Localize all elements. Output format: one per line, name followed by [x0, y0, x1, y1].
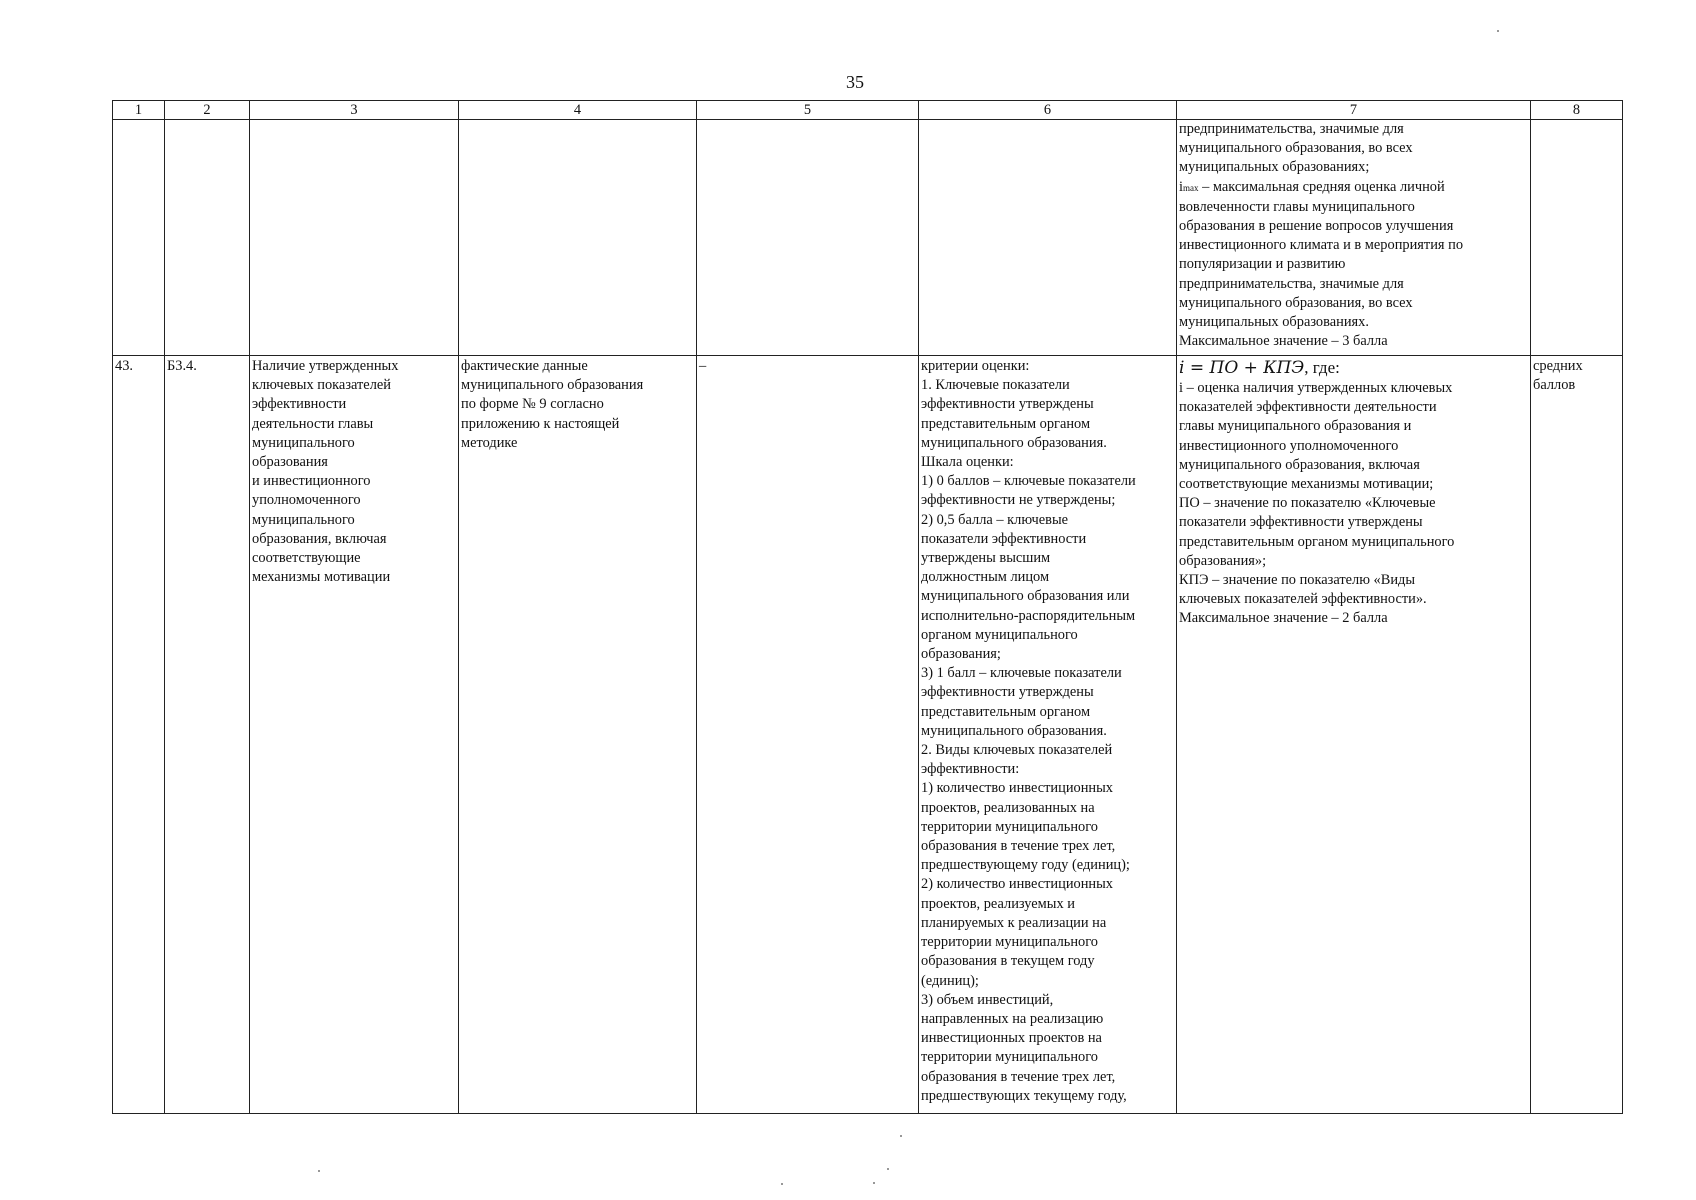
- text-line: представительным органом: [921, 415, 1091, 432]
- text-line: показатели эффективности: [921, 530, 1087, 547]
- cont-cell-3: [250, 120, 459, 356]
- text-line: по форме № 9 согласно: [461, 396, 604, 413]
- scan-speck: [781, 1183, 783, 1185]
- text-line: Максимальное значение – 2 балла: [1179, 610, 1388, 627]
- text-line: образования: [252, 454, 328, 471]
- cont-cell-4: [459, 120, 697, 356]
- text-line: муниципальных образованиях.: [1179, 314, 1369, 331]
- text-line: предпринимательства, значимые для: [1179, 275, 1404, 292]
- cont-cell-8: [1531, 120, 1623, 356]
- scan-speck: [318, 1170, 320, 1172]
- header-col-1: 1: [113, 101, 165, 120]
- text-line: механизмы мотивации: [252, 569, 391, 586]
- text-line: органом муниципального: [921, 626, 1078, 643]
- text-line: 2) 0,5 балла – ключевые: [921, 511, 1068, 528]
- text-line: образования, включая: [252, 530, 387, 547]
- text-line: образования в текущем году: [921, 953, 1095, 970]
- cont-cell-2: [165, 120, 250, 356]
- cont-calculation-cell: [1177, 120, 1531, 356]
- header-col-5: 5: [697, 101, 919, 120]
- text-line: муниципального образования.: [921, 722, 1107, 739]
- text-line: 2) количество инвестиционных: [921, 876, 1113, 893]
- text-line: КПЭ – значение по показателю «Виды: [1179, 572, 1416, 589]
- text-line: муниципального: [252, 434, 355, 451]
- formula-suffix: , где:: [1304, 358, 1340, 377]
- scan-speck: [887, 1168, 889, 1170]
- calculation-cell: [1177, 356, 1531, 1114]
- text-line: популяризации и развитию: [1179, 256, 1346, 273]
- indicator-name-cell: [250, 356, 459, 1114]
- text-line: баллов: [1533, 377, 1576, 394]
- text-line: 2. Виды ключевых показателей: [921, 742, 1113, 759]
- page-number: 35: [846, 72, 864, 92]
- scan-speck: [1497, 30, 1499, 32]
- text-line: направленных на реализацию: [921, 1010, 1104, 1027]
- text-line: муниципального образования, во всех: [1179, 140, 1413, 157]
- col5-dash: –: [697, 356, 919, 1114]
- text-line: средних: [1533, 358, 1583, 374]
- text-line: инвестиционного климата и в мероприятия по: [1179, 237, 1464, 254]
- text-line: 1) количество инвестиционных: [921, 780, 1113, 797]
- text-line: образования;: [921, 646, 1001, 663]
- text-line: приложению к настоящей: [461, 415, 620, 432]
- text-line: уполномоченного: [252, 492, 361, 509]
- text-line: планируемых к реализации на: [921, 914, 1107, 931]
- text-line: утверждены высшим: [921, 550, 1051, 567]
- text-line: предшествующих текущему году,: [921, 1087, 1127, 1104]
- text-line: проектов, реализованных на: [921, 799, 1095, 816]
- imax-subscript: max: [1183, 182, 1199, 193]
- text-line: образования в решение вопросов улучшения: [1179, 218, 1454, 235]
- text-line: предшествующему году (единиц);: [921, 857, 1130, 874]
- text-line: Шкала оценки:: [921, 454, 1014, 471]
- formula-line: [1179, 357, 1528, 379]
- text-line: 1) 0 баллов – ключевые показатели: [921, 473, 1136, 490]
- text-line: 1. Ключевые показатели: [921, 377, 1070, 394]
- text-line: эффективности: [252, 396, 347, 413]
- text-line: проектов, реализуемых и: [921, 895, 1075, 912]
- text-line: деятельности главы: [252, 415, 374, 432]
- text-line: ПО – значение по показателю «Ключевые: [1179, 495, 1436, 512]
- text-line: эффективности утверждены: [921, 684, 1094, 701]
- data-source-cell: [459, 356, 697, 1114]
- imax-symbol: i: [1179, 178, 1183, 195]
- criteria-cell: [919, 356, 1177, 1114]
- cont-cell-1: [113, 120, 165, 356]
- row-number: 43.: [113, 356, 165, 1114]
- text-line: представительным органом муниципального: [1179, 533, 1455, 550]
- cont-cell-5: [697, 120, 919, 356]
- text-line: и инвестиционного: [252, 473, 371, 490]
- text-line: эффективности:: [921, 761, 1020, 778]
- text-line: территории муниципального: [921, 818, 1098, 835]
- text-line: методике: [461, 434, 518, 451]
- continuation-row: [113, 120, 1623, 356]
- text-line: i – оценка наличия утвержденных ключевых: [1179, 380, 1453, 396]
- text-line: показателей эффективности деятельности: [1179, 399, 1437, 416]
- imax-definition: [1179, 178, 1528, 198]
- header-col-3: 3: [250, 101, 459, 120]
- text-line: фактические данные: [461, 358, 588, 374]
- text-line: критерии оценки:: [921, 358, 1030, 374]
- text-line: представительным органом: [921, 703, 1091, 720]
- text-line: образования в течение трех лет,: [921, 838, 1116, 855]
- units-cell: [1531, 356, 1623, 1114]
- header-col-2: 2: [165, 101, 250, 120]
- indicator-code: Б3.4.: [165, 356, 250, 1114]
- text-line: Наличие утвержденных: [252, 358, 399, 374]
- text-line: образования»;: [1179, 552, 1267, 569]
- text-line: территории муниципального: [921, 934, 1098, 951]
- formula: i = ПО + КПЭ: [1179, 358, 1305, 378]
- text-line: муниципального образования.: [921, 434, 1107, 451]
- text-line: муниципального образования, включая: [1179, 456, 1420, 473]
- header-col-6: 6: [919, 101, 1177, 120]
- scan-speck: [873, 1182, 875, 1184]
- header-col-8: 8: [1531, 101, 1623, 120]
- header-col-7: 7: [1177, 101, 1531, 120]
- text-line: муниципальных образованиях;: [1179, 159, 1370, 176]
- cont-cell-6: [919, 120, 1177, 356]
- text-line: должностным лицом: [921, 569, 1050, 586]
- text-line: соответствующие: [252, 550, 361, 567]
- header-row: [113, 101, 1623, 120]
- text-line: соответствующие механизмы мотивации;: [1179, 476, 1434, 493]
- imax-text: – максимальная средняя оценка личной: [1198, 178, 1445, 195]
- text-line: муниципального образования или: [921, 588, 1130, 605]
- text-line: муниципального образования: [461, 377, 644, 394]
- text-line: предпринимательства, значимые для: [1179, 121, 1404, 137]
- row-43: [113, 356, 1623, 1114]
- text-line: ключевых показателей эффективности».: [1179, 591, 1427, 608]
- text-line: инвестиционного уполномоченного: [1179, 437, 1399, 454]
- text-line: 3) 1 балл – ключевые показатели: [921, 665, 1122, 682]
- text-line: муниципального: [252, 511, 355, 528]
- text-line: вовлеченности главы муниципального: [1179, 198, 1415, 215]
- text-line: муниципального образования, во всех: [1179, 294, 1413, 311]
- text-line: образования в течение трех лет,: [921, 1068, 1116, 1085]
- text-line: ключевых показателей: [252, 377, 391, 394]
- indicator-table: [112, 100, 1623, 1114]
- text-line: Максимальное значение – 3 балла: [1179, 333, 1388, 350]
- text-line: инвестиционных проектов на: [921, 1030, 1102, 1047]
- text-line: показатели эффективности утверждены: [1179, 514, 1423, 531]
- text-line: 3) объем инвестиций,: [921, 991, 1054, 1008]
- header-col-4: 4: [459, 101, 697, 120]
- text-line: (единиц);: [921, 972, 979, 989]
- scan-speck: [900, 1135, 902, 1137]
- text-line: эффективности утверждены: [921, 396, 1094, 413]
- text-line: эффективности не утверждены;: [921, 492, 1116, 509]
- text-line: исполнительно-распорядительным: [921, 607, 1136, 624]
- text-line: главы муниципального образования и: [1179, 418, 1412, 435]
- text-line: территории муниципального: [921, 1049, 1098, 1066]
